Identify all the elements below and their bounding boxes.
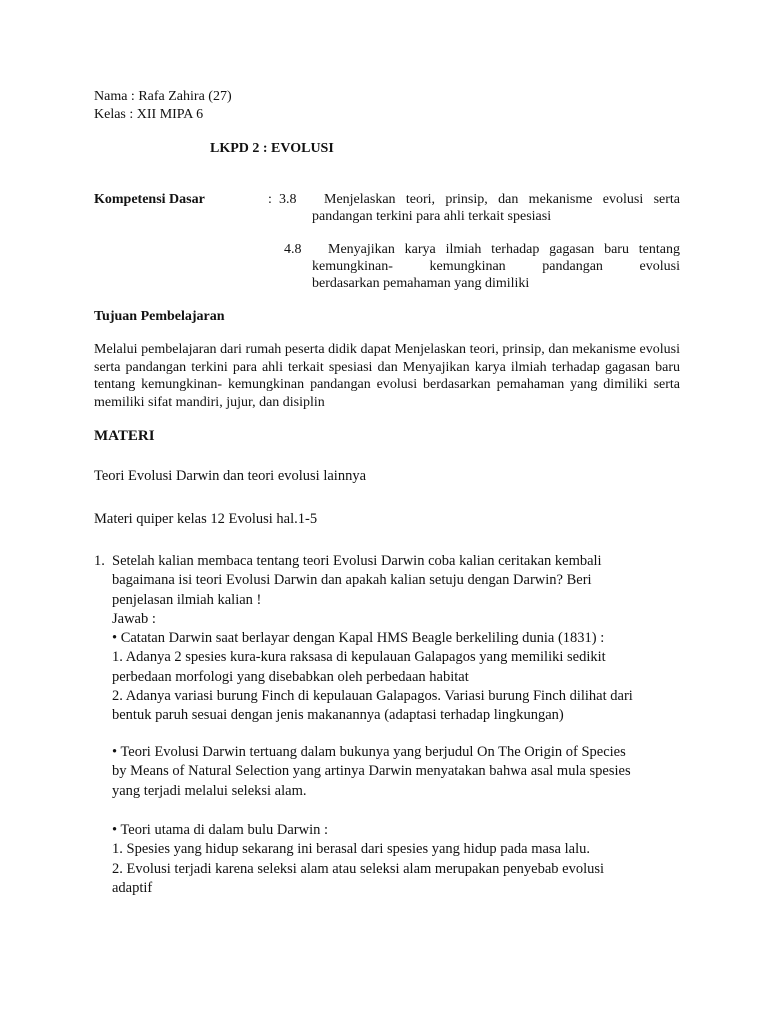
kompetensi-item-2-line-1: Menyajikan karya ilmiah terhadap gagasan baru tentang xyxy=(328,242,680,257)
answer-label: Jawab : xyxy=(112,610,156,627)
answer-block-1-line-5: bentuk paruh sesuai dengan jenis makanannya (adaptasi terhadap lingkungan) xyxy=(112,707,564,724)
answer-block-3-line-2: 1. Spesies yang hidup sekarang ini berasal dari spesies yang hidup pada masa lalu. xyxy=(112,841,590,858)
kompetensi-item-2-number: 4.8 xyxy=(284,242,302,257)
kompetensi-item-2-line-3: berdasarkan pemahaman yang dimiliki xyxy=(312,276,530,291)
tujuan-heading: Tujuan Pembelajaran xyxy=(94,309,225,324)
answer-block-3-line-4: adaptif xyxy=(112,879,153,896)
kompetensi-item-2-line-2: kemungkinan- kemungkinan pandangan evolusi xyxy=(312,259,680,274)
question-number: 1. xyxy=(94,553,105,569)
kompetensi-colon: : xyxy=(268,192,272,207)
answer-block-1-line-3: perbedaan morfologi yang disebabkan oleh perbedaan habitat xyxy=(112,668,469,685)
question-text xyxy=(112,552,672,726)
document-title: LKPD 2 : EVOLUSI xyxy=(210,141,334,156)
question-line-2: bagaimana isi teori Evolusi Darwin dan apakah kalian setuju dengan Darwin? Beri xyxy=(112,572,592,589)
answer-block-3-line-1: • Teori utama di dalam bulu Darwin : xyxy=(112,822,329,838)
kompetensi-item-1-number: 3.8 xyxy=(279,192,297,207)
answer-block-1-line-2: 1. Adanya 2 spesies kura-kura raksasa di kepulauan Galapagos yang memiliki sedikit xyxy=(112,649,606,666)
materi-heading: MATERI xyxy=(94,428,155,444)
kompetensi-item-1-line-1: Menjelaskan teori, prinsip, dan mekanisme evolusi serta xyxy=(324,192,680,207)
kompetensi-label: Kompetensi Dasar xyxy=(94,192,205,207)
answer-block-2-line-3: yang terjadi melalui seleksi alam. xyxy=(112,782,307,799)
answer-block-3 xyxy=(112,821,672,898)
student-class: Kelas : XII MIPA 6 xyxy=(94,107,204,122)
question-line-3: penjelasan ilmiah kalian ! xyxy=(112,591,262,608)
kompetensi-item-1-line-2: pandangan terkini para ahli terkait spesiasi xyxy=(312,209,552,224)
answer-block-3-line-3: 2. Evolusi terjadi karena seleksi alam atau seleksi alam merupakan penyebab evolusi xyxy=(112,860,605,877)
answer-block-2 xyxy=(112,743,672,801)
materi-line-1: Teori Evolusi Darwin dan teori evolusi lainnya xyxy=(94,468,367,484)
answer-block-1-line-1: • Catatan Darwin saat berlayar dengan Kapal HMS Beagle berkeliling dunia (1831) : xyxy=(112,630,605,647)
question-line-1: Setelah kalian membaca tentang teori Evolusi Darwin coba kalian ceritakan kembali xyxy=(112,553,602,569)
answer-block-2-line-2: by Means of Natural Selection yang artinya Darwin menyatakan bahwa asal mula spesies xyxy=(112,763,631,780)
tujuan-paragraph: Melalui pembelajaran dari rumah peserta didik dapat Menjelaskan teori, prinsip, dan mekanisme evolusi serta pandangan terkini para ahli terkait spesiasi dan Menyajikan karya ilmiah terhadap gagasan baru tentang kemungkinan- kemungkinan pandangan evolusi berdasarkan pemahaman yang dimiliki serta memiliki sifat mandiri, jujur, dan disiplin xyxy=(94,342,680,410)
materi-line-2: Materi quiper kelas 12 Evolusi hal.1-5 xyxy=(94,511,318,527)
student-name: Nama : Rafa Zahira (27) xyxy=(94,89,232,104)
answer-block-2-line-1: • Teori Evolusi Darwin tertuang dalam bukunya yang berjudul On The Origin of Species xyxy=(112,744,626,760)
answer-block-1-line-4: 2. Adanya variasi burung Finch di kepulauan Galapagos. Variasi burung Finch dilihat dari xyxy=(112,688,633,705)
